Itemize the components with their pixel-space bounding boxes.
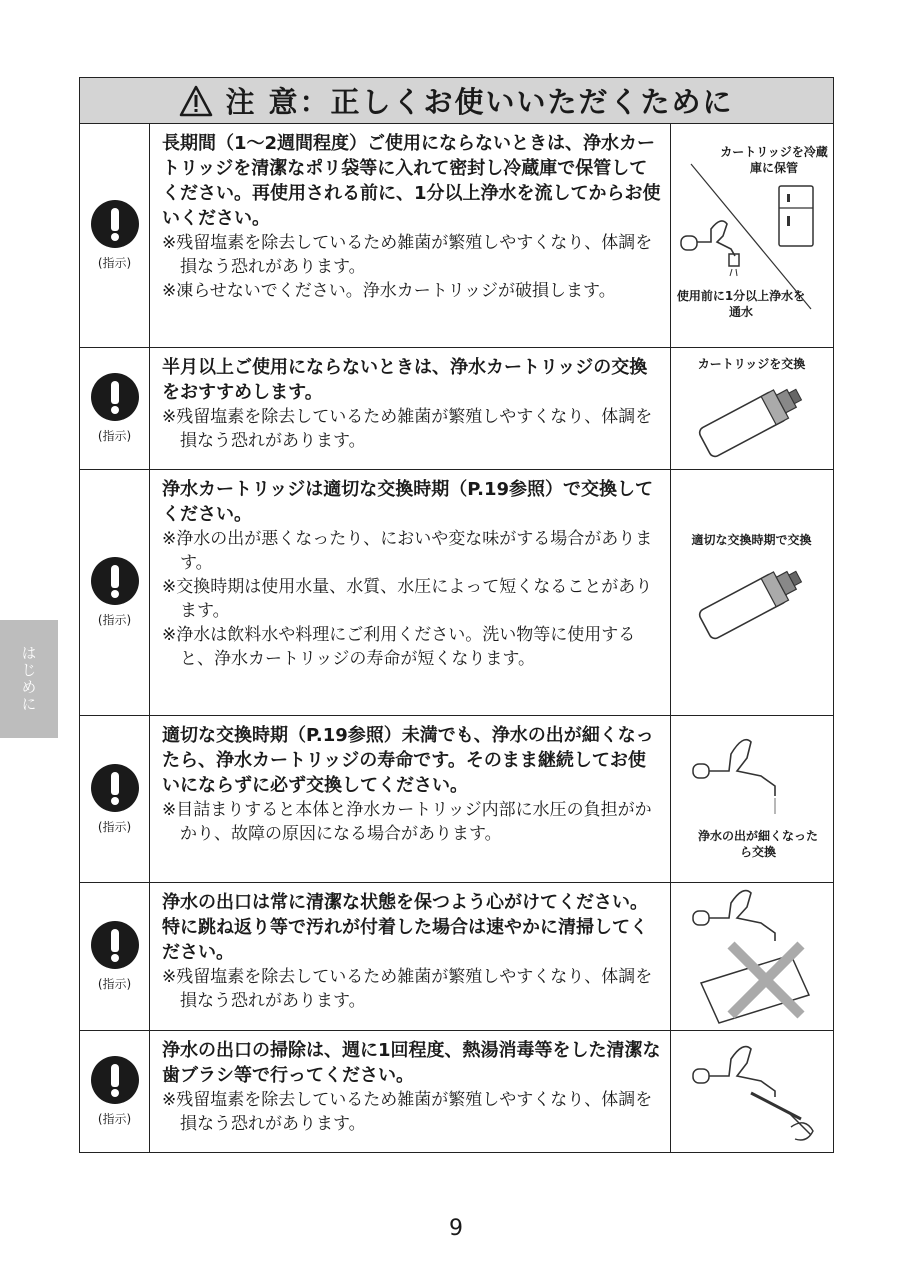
exclamation-icon [91,764,139,812]
row-note: ※残留塩素を除去しているため雑菌が繁殖しやすくなり、体調を損なう恐れがあります。 [162,233,653,277]
badge-label: (指示) [97,613,132,627]
splash-prohibited-icon [671,883,832,1031]
caption: カートリッジを冷蔵庫に保管 [720,145,828,175]
cartridge-icon [671,470,832,716]
row-note: ※残留塩素を除去しているため雑菌が繁殖しやすくなり、体調を損なう恐れがあります。 [162,1090,653,1134]
instruction-badge [80,124,150,347]
row-heading: 長期間（1〜2週間程度）ご使用にならないときは、浄水カートリッジを清潔なポリ袋等に入れて密封し冷蔵庫で保管してください。再使用される前に、1分以上浄水を流してからお使いください。 [162,133,661,229]
row-illustration [671,124,832,347]
row-text [150,348,671,469]
side-tab-label: はじめに [19,645,38,713]
caption: カートリッジを交換 [697,357,806,371]
caution-row [80,124,833,348]
badge-label: (指示) [97,1112,132,1126]
exclamation-icon [91,921,139,969]
badge-label: (指示) [97,429,132,443]
toothbrush-cleaning-icon [671,1031,832,1152]
row-text [150,716,671,882]
caption: 適切な交換時期で交換 [691,533,812,547]
row-illustration [671,470,832,715]
exclamation-icon [91,1056,139,1104]
row-heading: 半月以上ご使用にならないときは、浄水カートリッジの交換をおすすめします。 [162,357,648,403]
row-illustration [671,1031,832,1152]
row-note: ※残留塩素を除去しているため雑菌が繁殖しやすくなり、体調を損なう恐れがあります。 [162,967,653,1011]
caption: 浄水の出が細くなったら交換 [697,829,818,859]
row-note: ※目詰まりすると本体と浄水カートリッジ内部に水圧の負担がかかり、故障の原因になる場合があります。 [162,800,652,844]
row-illustration [671,348,832,469]
warning-icon [179,85,213,117]
row-note: ※交換時期は使用水量、水質、水圧によって短くなることがあります。 [162,577,653,621]
row-heading: 浄水の出口の掃除は、週に1回程度、熱湯消毒等をした清潔な歯ブラシ等で行ってください。 [162,1040,661,1086]
exclamation-icon [91,200,139,248]
row-text [150,124,671,347]
caution-header [80,78,833,124]
row-text [150,1031,671,1152]
caution-row [80,716,833,883]
caution-row [80,883,833,1031]
caution-title: 注 意：正しくお使いいただくために [225,85,734,119]
caution-row [80,1031,833,1152]
exclamation-icon [91,373,139,421]
caution-table [79,77,834,1153]
row-note: ※凍らせないでください。浄水カートリッジが破損します。 [162,281,616,301]
row-note: ※浄水は飲料水や料理にご利用ください。洗い物等に使用すると、浄水カートリッジの寿命が短くなります。 [162,625,636,669]
row-illustration [671,883,832,1030]
row-text [150,883,671,1030]
caution-row [80,348,833,470]
caption: 使用前に1分以上浄水を通水 [676,289,806,319]
row-heading: 浄水の出口は常に清潔な状態を保つよう心がけてください。特に跳ね返り等で汚れが付着した場合は速やかに清掃してください。 [162,892,648,963]
badge-label: (指示) [97,819,132,834]
exclamation-icon [91,557,139,605]
row-note: ※浄水の出が悪くなったり、においや変な味がする場合があります。 [162,529,653,573]
instruction-badge [80,716,150,882]
row-text [150,470,671,715]
cartridge-icon [671,348,832,470]
row-heading: 浄水カートリッジは適切な交換時期（P.19参照）で交換してください。 [162,479,654,525]
row-note: ※残留塩素を除去しているため雑菌が繁殖しやすくなり、体調を損なう恐れがあります。 [162,407,653,451]
badge-label: (指示) [97,256,132,270]
instruction-badge [80,883,150,1030]
instruction-badge [80,1031,150,1152]
caution-row [80,470,833,716]
page-number: 9 [449,1216,463,1241]
badge-label: (指示) [97,977,132,991]
row-heading: 適切な交換時期（P.19参照）未満でも、浄水の出が細くなったら、浄水カートリッジの寿命です。そのまま継続してお使いにならずに必ず交換してください。 [162,725,654,796]
instruction-badge [80,348,150,469]
row-illustration [671,716,832,882]
side-tab [0,620,58,738]
instruction-badge [80,470,150,715]
